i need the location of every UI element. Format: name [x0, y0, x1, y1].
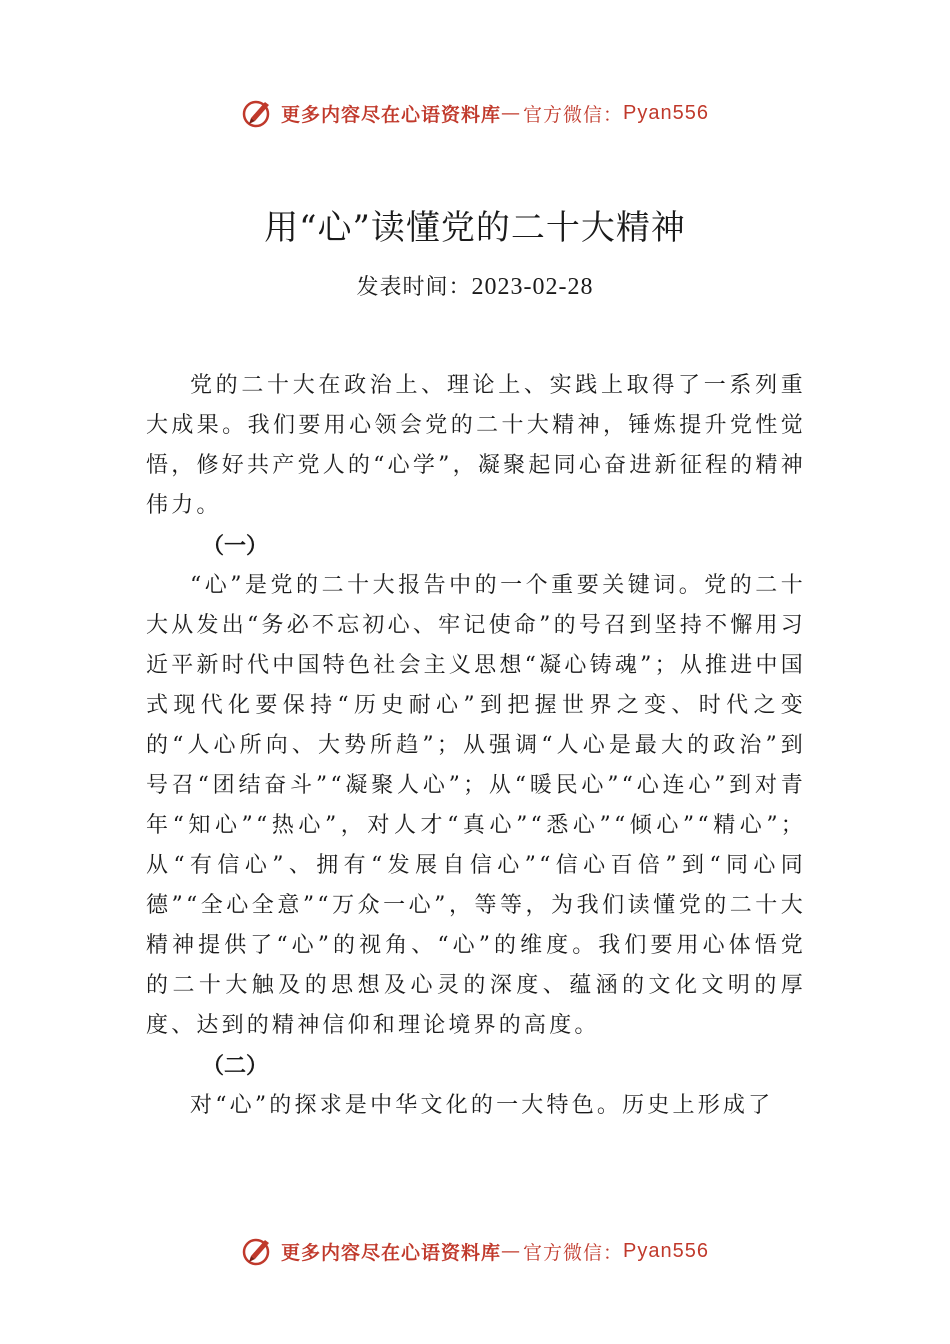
section-heading: （一）	[202, 533, 269, 559]
publish-date	[0, 270, 950, 301]
article-title: 用“心”读懂党的二十大精神	[264, 208, 686, 248]
watermark-wechat-id: Pyan556	[623, 1239, 709, 1262]
watermark-label: 官方微信：	[523, 1241, 624, 1264]
publish-date-label: 发表时间：	[356, 275, 472, 300]
publish-date-value: 2023-02-28	[471, 274, 594, 300]
watermark-label: 官方微信：	[523, 103, 624, 126]
watermark-brand: 更多内容尽在心语资料库	[281, 103, 502, 126]
paragraph: “心”是党的二十大报告中的一个重要关键词。党的二十大从发出“务必不忘初心、牢记使命”的号召到坚持不懈用习近平新时代中国特色社会主义思想“凝心铸魂”；从推进中国式现代化要保持“历史耐心”到把握世界之变、时代之变的“人心所向、大势所趋”；从强调“人心是最大的政治”到号召“团结奋斗”“凝聚人心”；从“暖民心”“心连心”到对青年“知心”“热心”，对人才“真心”“悉心”“倾心”“精心”；从“有信心”、拥有“发展自信心”“信心百倍”到“同心同德”“全心全意”“万众一心”，等等，为我们读懂党的二十大精神提供了“心”的视角、“心”的维度。我们要用心体悟党的二十大触及的思想及心灵的深度、蕴涵的文化文明的厚度、达到的精神信仰和理论境界的高度。	[146, 573, 806, 1038]
paragraph: 对“心”的探求是中华文化的一大特色。历史上形成了	[190, 1093, 774, 1118]
watermark-brand: 更多内容尽在心语资料库	[281, 1241, 502, 1264]
watermark-footer	[0, 1234, 950, 1268]
watermark-separator: —	[501, 102, 522, 124]
watermark-wechat-id: Pyan556	[623, 101, 709, 124]
watermark-header	[0, 96, 950, 130]
paragraph: 党的二十大在政治上、理论上、实践上取得了一系列重大成果。我们要用心领会党的二十大精神，锤炼提升党性觉悟，修好共产党人的“心学”，凝聚起同心奋进新征程的精神伟力。	[146, 373, 806, 518]
pen-circle-logo-icon	[241, 96, 275, 130]
pen-circle-logo-icon	[241, 1234, 275, 1268]
article-body	[146, 366, 806, 1126]
section-heading: （二）	[202, 1053, 269, 1079]
watermark-separator: —	[501, 1240, 522, 1262]
